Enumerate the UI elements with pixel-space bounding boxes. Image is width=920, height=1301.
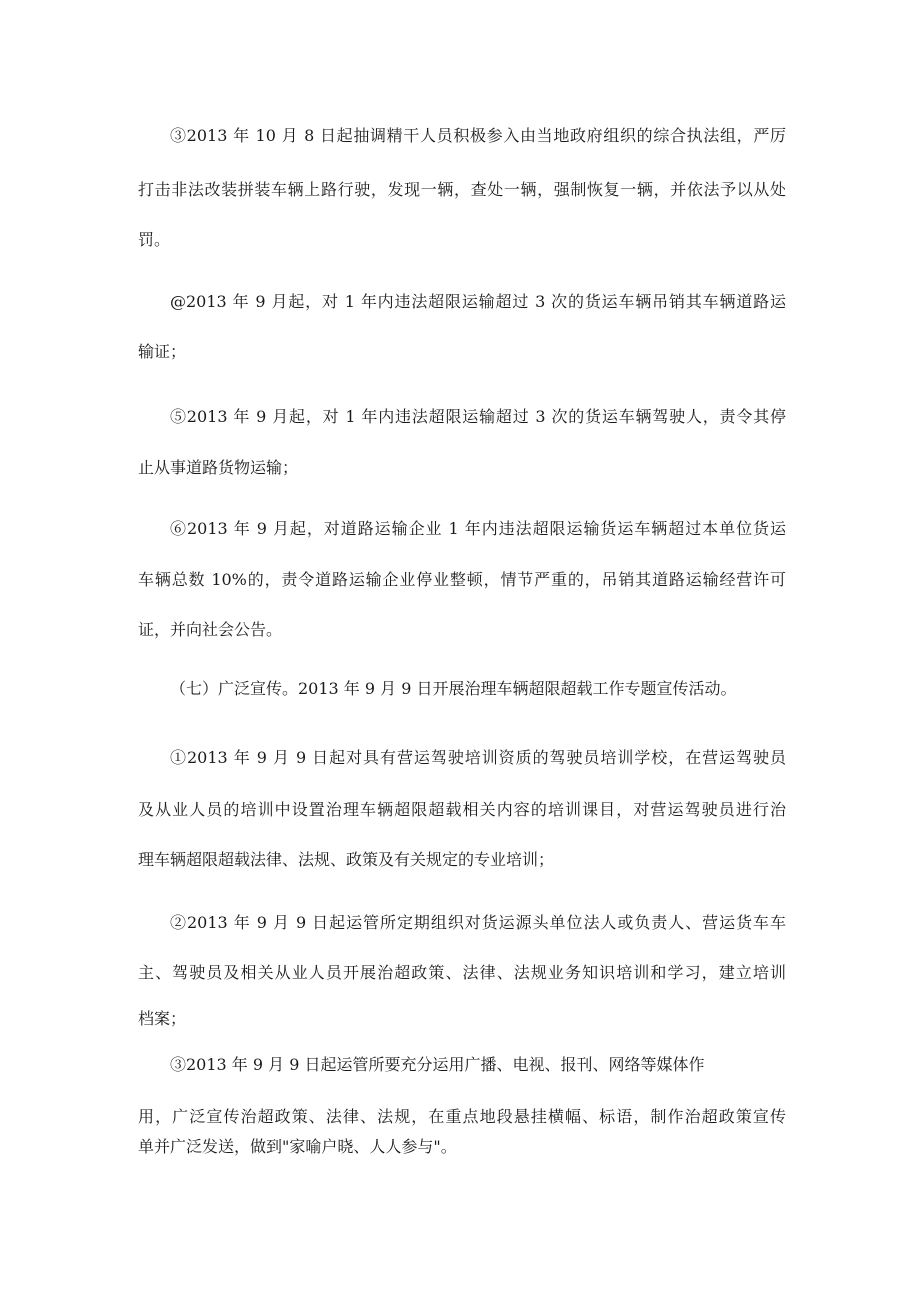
text-line: 证，并向社会公告。: [138, 620, 283, 639]
text-line: 罚。: [138, 230, 171, 249]
text-line: 理车辆超限超载法律、法规、政策及有关规定的专业培训；: [138, 850, 555, 869]
text-line: ③2013 年 9 月 9 日起运管所要充分运用广播、电视、报刊、网络等媒体作: [170, 1055, 705, 1074]
text-line: 档案；: [138, 1009, 187, 1028]
text-line: ①2013 年 9 月 9 日起对具有营运驾驶培训资质的驾驶员培训学校，在营运驾驶员: [170, 748, 786, 767]
text-line: 车辆总数 10%的，责令道路运输企业停业整顿，情节严重的，吊销其道路运输经营许可: [138, 570, 786, 589]
text-line: ③2013 年 10 月 8 日起抽调精干人员积极参入由当地政府组织的综合执法组，严厉: [170, 126, 786, 145]
text-line: 及从业人员的培训中设置治理车辆超限超载相关内容的培训课目，对营运驾驶员进行治: [138, 800, 786, 819]
text-line: 止从事道路货物运输；: [138, 458, 299, 477]
text-line: ②2013 年 9 月 9 日起运管所定期组织对货运源头单位法人或负责人、营运货车车: [170, 913, 786, 932]
text-line: ⑥2013 年 9 月起，对道路运输企业 1 年内违法超限运输货运车辆超过本单位货运: [170, 519, 786, 538]
text-line: 用，广泛宣传治超政策、法律、法规，在重点地段悬挂横幅、标语，制作治超政策宣传: [138, 1107, 786, 1126]
section-heading: （七）广泛宣传。2013 年 9 月 9 日开展治理车辆超限超载工作专题宣传活动。: [170, 679, 737, 698]
text-line: 单并广泛发送，做到"家喻户晓、人人参与"。: [138, 1137, 457, 1156]
text-line: 主、驾驶员及相关从业人员开展治超政策、法律、法规业务知识培训和学习，建立培训: [138, 963, 786, 982]
text-line: @2013 年 9 月起，对 1 年内违法超限运输超过 3 次的货运车辆吊销其车辆道路运: [170, 292, 786, 311]
text-line: ⑤2013 年 9 月起，对 1 年内违法超限运输超过 3 次的货运车辆驾驶人，责令其停: [170, 407, 786, 426]
text-line: 输证；: [138, 342, 187, 361]
text-line: 打击非法改装拼装车辆上路行驶，发现一辆，查处一辆，强制恢复一辆，并依法予以从处: [138, 180, 786, 199]
